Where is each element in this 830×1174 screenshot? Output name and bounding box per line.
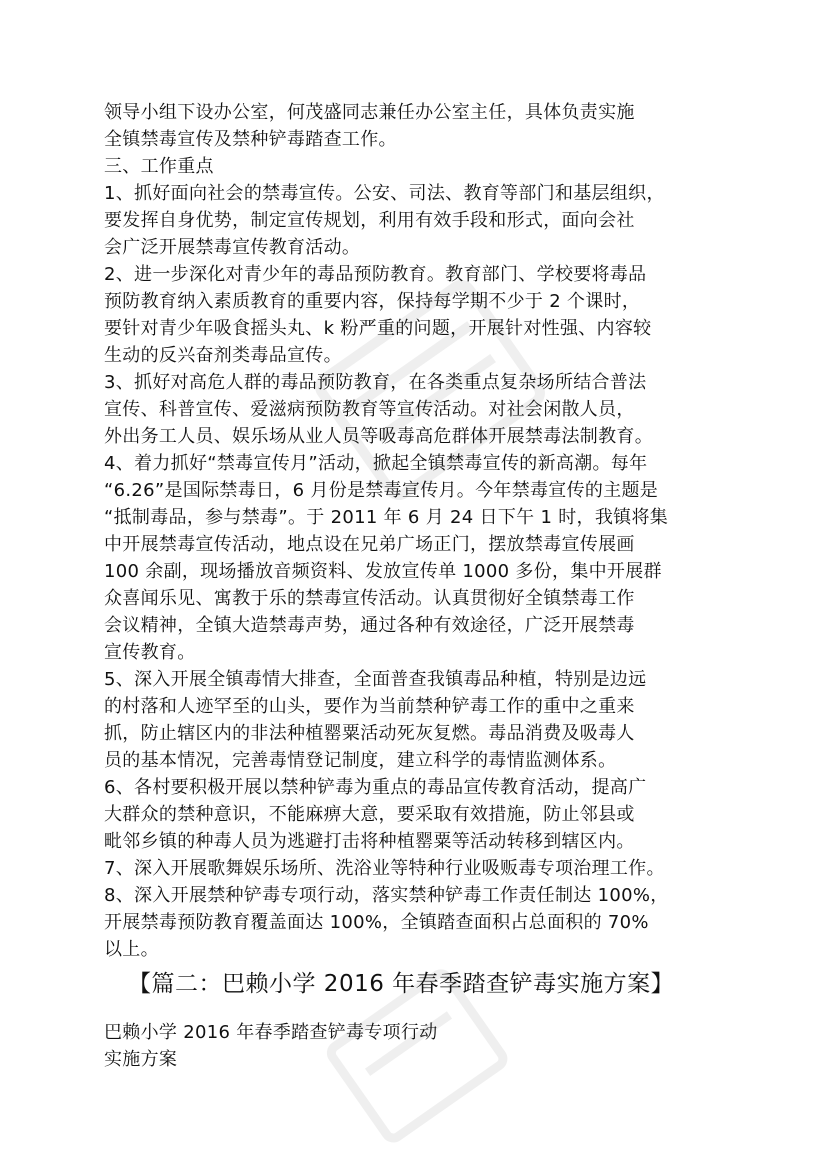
body-line: 宣传教育。 [104, 642, 196, 663]
body-line: 会议精神，全镇大造禁毒声势，通过各种有效途径，广泛开展禁毒 [104, 615, 635, 636]
body-line: 中开展禁毒宣传活动，地点设在兄弟广场正门，摆放禁毒宣传展画 [104, 534, 635, 555]
body-line: 6、各村要积极开展以禁种铲毒为重点的毒品宣传教育活动，提高广 [104, 777, 647, 798]
body-line: 抓，防止辖区内的非法种植罂粟活动死灰复燃。毒品消费及吸毒人 [104, 723, 635, 744]
body-line: 外出务工人员、娱乐场从业人员等吸毒高危群体开展禁毒法制教育。 [104, 426, 653, 447]
body-line: 预防教育纳入素质教育的重要内容，保持每学期不少于 2 个课时， [104, 291, 641, 312]
subtitle-line: 实施方案 [104, 1049, 178, 1070]
body-line: 7、深入开展歌舞娱乐场所、洗浴业等特种行业吸贩毒专项治理工作。 [104, 858, 665, 879]
body-line: 2、进一步深化对青少年的毒品预防教育。教育部门、学校要将毒品 [104, 264, 647, 285]
body-line: “6.26”是国际禁毒日，6 月份是禁毒宣传月。今年禁毒宣传的主题是 [104, 480, 659, 501]
body-line: 开展禁毒预防教育覆盖面达 100%，全镇踏查面积占总面积的 70% [104, 912, 649, 933]
body-line: 生动的反兴奋剂类毒品宣传。 [104, 345, 342, 366]
body-line: 5、深入开展全镇毒情大排查，全面普查我镇毒品种植，特别是边远 [104, 669, 647, 690]
body-line: 大群众的禁种意识，不能麻痹大意，要采取有效措施，防止邻县或 [104, 804, 635, 825]
body-line: 以上。 [104, 939, 159, 960]
body-line: 100 余副，现场播放音频资料、发放宣传单 1000 多份，集中开展群 [104, 561, 662, 582]
body-line: 员的基本情况，完善毒情登记制度，建立科学的毒情监测体系。 [104, 750, 617, 771]
body-line: 的村落和人迹罕至的山头，要作为当前禁种铲毒工作的重中之重来 [104, 696, 635, 717]
body-line: 要发挥自身优势，制定宣传规划，利用有效手段和形式，面向会社 [104, 210, 635, 231]
section-title: 【篇二：巴赖小学 2016 年春季踏查铲毒实施方案】 [128, 971, 675, 997]
body-line: 领导小组下设办公室，何茂盛同志兼任办公室主任，具体负责实施 [104, 102, 635, 123]
body-line: “抵制毒品，参与禁毒”。于 2011 年 6 月 24 日下午 1 时，我镇将集 [104, 507, 669, 528]
body-line: 3、抓好对高危人群的毒品预防教育，在各类重点复杂场所结合普法 [104, 372, 647, 393]
body-line: 要针对青少年吸食摇头丸、k 粉严重的问题，开展针对性强、内容较 [104, 318, 652, 339]
body-line: 会广泛开展禁毒宣传教育活动。 [104, 237, 361, 258]
body-line: 众喜闻乐见、寓教于乐的禁毒宣传活动。认真贯彻好全镇禁毒工作 [104, 588, 635, 609]
body-line: 全镇禁毒宣传及禁种铲毒踏查工作。 [104, 129, 397, 150]
body-line: 宣传、科普宣传、爱滋病预防教育等宣传活动。对社会闲散人员， [104, 399, 635, 420]
body-line: 1、抓好面向社会的禁毒宣传。公安、司法、教育等部门和基层组织， [104, 183, 665, 204]
body-line: 4、着力抓好“禁毒宣传月”活动，掀起全镇禁毒宣传的新高潮。每年 [104, 453, 648, 474]
body-line: 8、深入开展禁种铲毒专项行动，落实禁种铲毒工作责任制达 100%， [104, 885, 669, 906]
subtitle-line: 巴赖小学 2016 年春季踏查铲毒专项行动 [104, 1022, 438, 1043]
body-line: 毗邻乡镇的种毒人员为逃避打击将种植罂粟等活动转移到辖区内。 [104, 831, 635, 852]
section-heading-3: 三、工作重点 [104, 156, 214, 177]
